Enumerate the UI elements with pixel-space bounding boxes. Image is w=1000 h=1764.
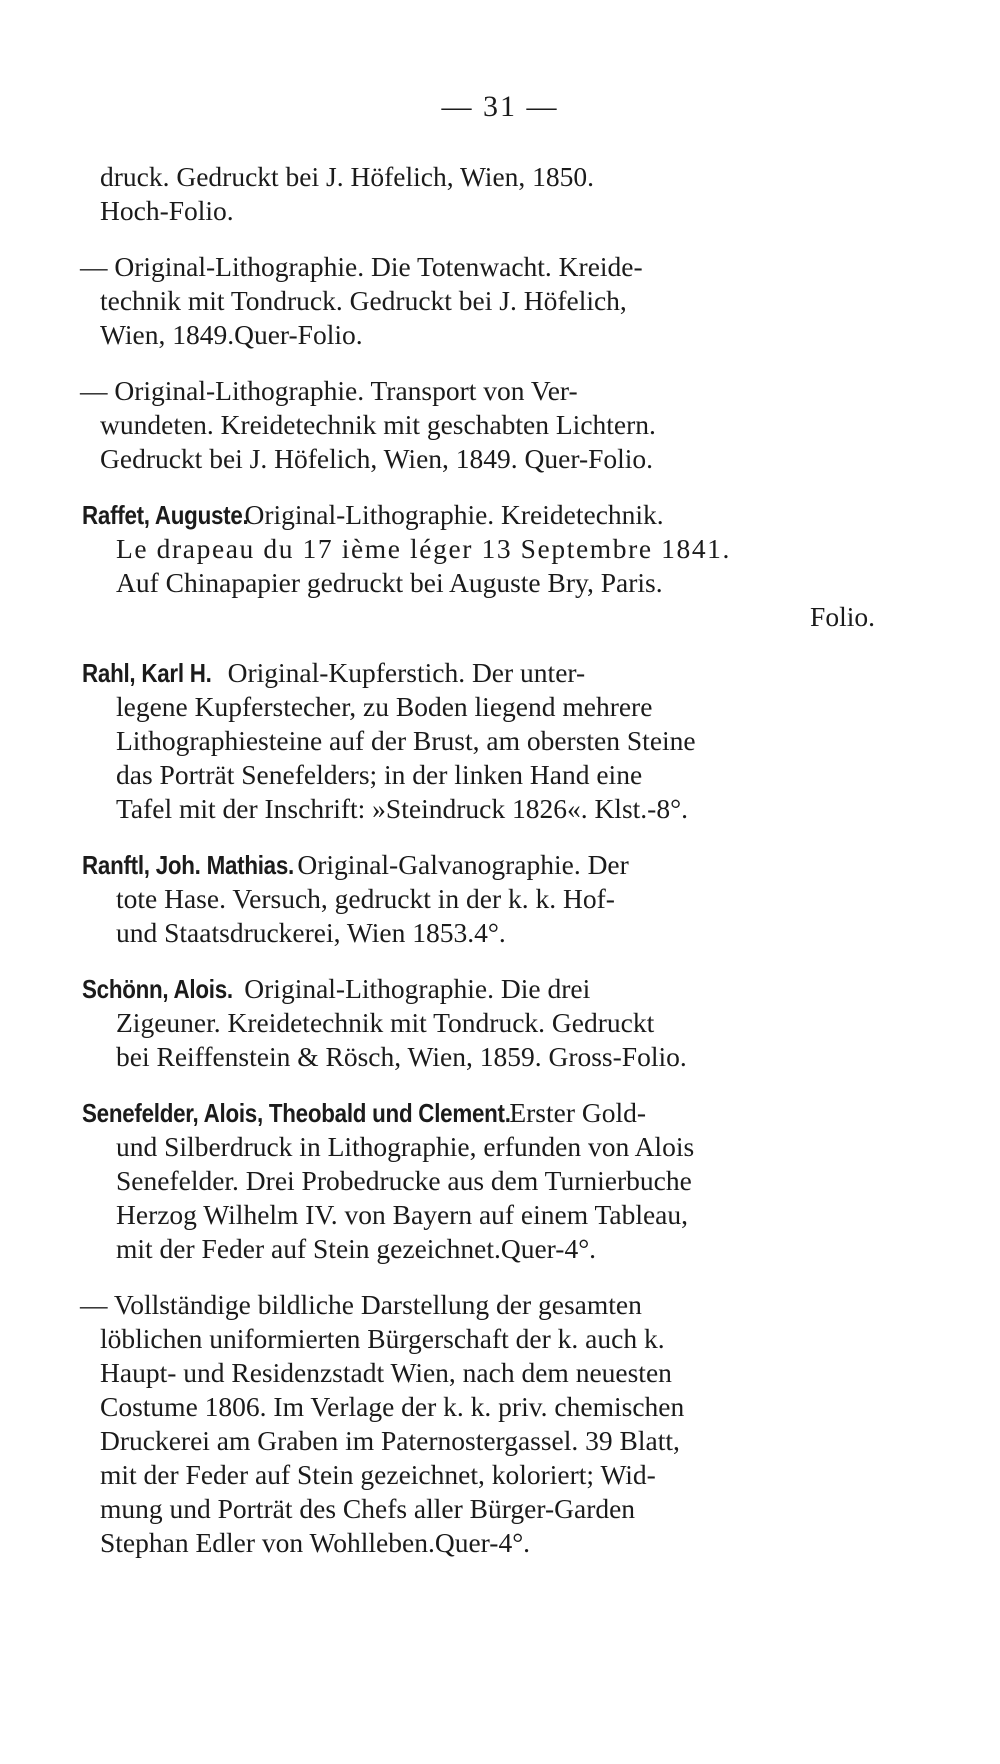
entry-heading-line <box>82 656 915 690</box>
entry-raffet <box>82 498 915 634</box>
entry-first-text: Erster Gold- <box>509 1097 647 1128</box>
text-line: und Staatsdruckerei, Wien 1853.4°. <box>116 917 506 948</box>
text-line: Folio. <box>810 601 875 632</box>
text-line: — Original-Lithographie. Transport von Ver- <box>80 375 578 406</box>
artist-name: Ranftl, Joh. Mathias. <box>82 850 295 880</box>
text-line: löblichen uniformierten Bürgerschaft der k. auch k. <box>100 1323 665 1354</box>
text-line: Senefelder. Drei Probedrucke aus dem Turnierbuche <box>116 1165 692 1196</box>
entry-first-text: Original-Lithographie. Die drei <box>244 973 591 1004</box>
text-line: mit der Feder auf Stein gezeichnet.Quer-4°. <box>116 1233 597 1264</box>
entry-first-text: Original-Galvanographie. Der <box>297 849 629 880</box>
entry-vollstaendige <box>80 1288 915 1560</box>
entry-heading-line <box>82 972 915 1006</box>
artist-name: Senefelder, Alois, Theobald und Clement. <box>82 1098 511 1128</box>
entry-ranftl <box>82 848 915 950</box>
entry-totenwacht <box>80 250 915 352</box>
text-line: mit der Feder auf Stein gezeichnet, koloriert; Wid- <box>100 1459 656 1490</box>
text-line: Zigeuner. Kreidetechnik mit Tondruck. Gedruckt <box>116 1007 655 1038</box>
text-line: bei Reiffenstein & Rösch, Wien, 1859. Gross-Folio. <box>116 1041 687 1072</box>
entry-transport <box>80 374 915 476</box>
page-number: — 31 — <box>441 90 559 123</box>
text-line: und Silberdruck in Lithographie, erfunden von Alois <box>116 1131 695 1162</box>
entry-heading-line <box>82 498 915 532</box>
text-line: Costume 1806. Im Verlage der k. k. priv. chemischen <box>100 1391 685 1422</box>
text-line: — Vollständige bildliche Darstellung der gesamten <box>80 1289 642 1320</box>
text-line: legene Kupferstecher, zu Boden liegend mehrere <box>116 691 653 722</box>
entry-heading-line <box>82 1096 915 1130</box>
entry-first-text: Original-Lithographie. Kreidetechnik. <box>244 499 664 530</box>
text-line: Druckerei am Graben im Paternostergassel. 39 Blatt, <box>100 1425 680 1456</box>
entry-continuation <box>100 160 915 228</box>
text-line: tote Hase. Versuch, gedruckt in der k. k. Hof- <box>116 883 615 914</box>
artist-name: Schönn, Alois. <box>82 974 233 1004</box>
text-line: Gedruckt bei J. Höfelich, Wien, 1849. Quer-Folio. <box>100 443 654 474</box>
text-line: mung und Porträt des Chefs aller Bürger-Garden <box>100 1493 636 1524</box>
text-line: — Original-Lithographie. Die Totenwacht. Kreide- <box>80 251 643 282</box>
text-line: Stephan Edler von Wohlleben.Quer-4°. <box>100 1527 531 1558</box>
text-line: Auf Chinapapier gedruckt bei Auguste Bry, Paris. <box>116 567 663 598</box>
entry-heading-line <box>82 848 915 882</box>
entry-first-text: Original-Kupferstich. Der unter- <box>227 657 586 688</box>
text-line: das Porträt Senefelders; in der linken Hand eine <box>116 759 643 790</box>
text-line: Tafel mit der Inschrift: »Steindruck 1826«. Klst.-8°. <box>116 793 688 824</box>
text-line: wundeten. Kreidetechnik mit geschabten Lichtern. <box>100 409 656 440</box>
artist-name: Raffet, Auguste. <box>82 500 249 530</box>
text-line: Le drapeau du 17 ième léger 13 Septembre 1841. <box>116 533 732 564</box>
artist-name: Rahl, Karl H. <box>82 658 212 688</box>
text-line: druck. Gedruckt bei J. Höfelich, Wien, 1850. <box>100 161 595 192</box>
entry-senefelder <box>82 1096 915 1266</box>
entry-rahl <box>82 656 915 826</box>
text-line: Herzog Wilhelm IV. von Bayern auf einem Tableau, <box>116 1199 689 1230</box>
text-line: Wien, 1849.Quer-Folio. <box>100 319 363 350</box>
text-line: technik mit Tondruck. Gedruckt bei J. Höfelich, <box>100 285 627 316</box>
catalog-text <box>80 160 915 1582</box>
entry-schoenn <box>82 972 915 1074</box>
text-line: Haupt- und Residenzstadt Wien, nach dem neuesten <box>100 1357 672 1388</box>
text-line: Hoch-Folio. <box>100 195 234 226</box>
text-line: Lithographiesteine auf der Brust, am obersten Steine <box>116 725 696 756</box>
